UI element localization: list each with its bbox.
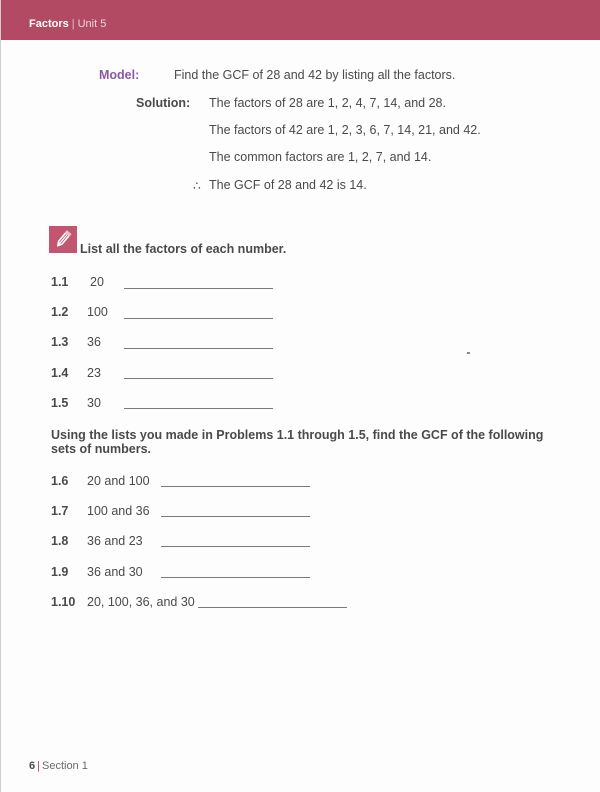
solution-line: The GCF of 28 and 42 is 14. [209, 178, 367, 192]
answer-line[interactable] [161, 486, 310, 487]
problem-number: 1.4 [51, 366, 69, 380]
answer-line[interactable] [161, 577, 310, 578]
footer [29, 760, 88, 772]
problem-number: 1.10 [51, 595, 76, 609]
solution-label: Solution: [136, 96, 191, 110]
header-unit: Unit 5 [77, 18, 107, 30]
problem-number: 1.8 [51, 534, 69, 548]
header [29, 18, 106, 30]
stray-mark [467, 352, 470, 354]
solution-line: The factors of 28 are 1, 2, 4, 7, 14, and 28. [209, 96, 446, 110]
problem-number: 1.9 [51, 565, 69, 579]
solution-line: The factors of 42 are 1, 2, 3, 6, 7, 14, 21, and 42. [209, 123, 481, 137]
section-label: Section 1 [41, 760, 88, 772]
footer-separator: | [37, 760, 40, 772]
answer-line[interactable] [124, 318, 273, 319]
answer-line[interactable] [124, 408, 273, 409]
header-separator: | [71, 18, 75, 30]
problem-value: 36 and 23 [87, 534, 143, 548]
model-text: Find the GCF of 28 and 42 by listing all the factors. [174, 68, 456, 82]
problem-value: 23 [87, 366, 101, 380]
problem-value: 20 and 100 [87, 474, 150, 488]
model-label: Model: [99, 68, 140, 82]
problem-number: 1.6 [51, 474, 69, 488]
solution-line: The common factors are 1, 2, 7, and 14. [209, 150, 432, 164]
answer-line[interactable] [124, 348, 273, 349]
header-title: Factors [29, 18, 69, 30]
page-number: 6 [29, 760, 36, 772]
answer-line[interactable] [161, 546, 310, 547]
pencil-icon [49, 226, 77, 253]
answer-line[interactable] [161, 516, 310, 517]
problem-number: 1.2 [51, 305, 69, 319]
answer-line[interactable] [124, 288, 273, 289]
problem-value: 36 and 30 [87, 565, 143, 579]
problem-number: 1.5 [51, 396, 69, 410]
therefore-symbol: ∴ [193, 179, 201, 193]
problem-value: 100 and 36 [87, 504, 150, 518]
problem-value: 36 [87, 335, 101, 349]
problem-value: 30 [87, 396, 101, 410]
instruction-heading: List all the factors of each number. [80, 242, 287, 256]
problem-number: 1.1 [51, 275, 69, 289]
problem-value: 20, 100, 36, and 30 [87, 595, 195, 609]
problem-value: 100 [87, 305, 108, 319]
answer-line[interactable] [198, 607, 347, 608]
problem-number: 1.7 [51, 504, 69, 518]
problem-value: 20 [90, 275, 104, 289]
answer-line[interactable] [124, 378, 273, 379]
instruction-heading-2: Using the lists you made in Problems 1.1 through 1.5, find the GCF of the following sets of numbers. [51, 428, 544, 456]
problem-number: 1.3 [51, 335, 69, 349]
